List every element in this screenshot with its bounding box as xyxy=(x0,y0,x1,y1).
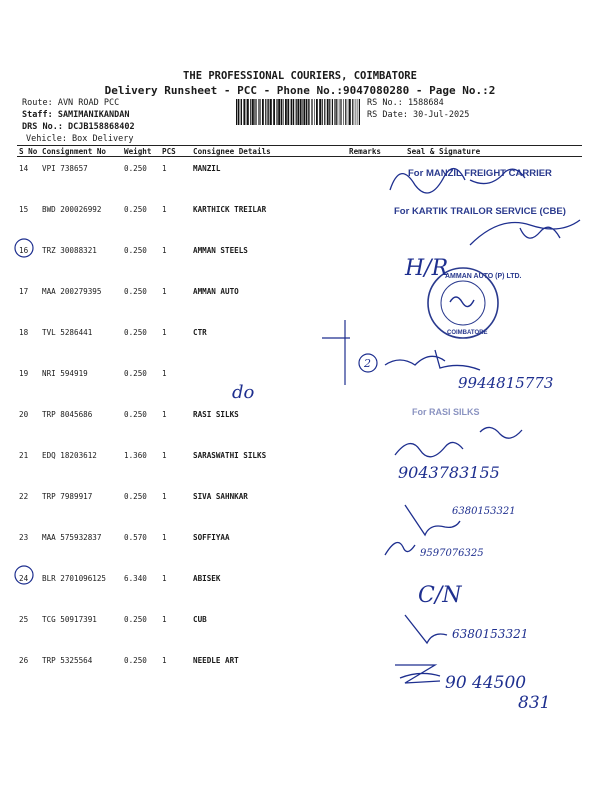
table-row xyxy=(17,362,582,403)
cell-seal xyxy=(387,198,582,239)
col-weight: Weight xyxy=(122,146,160,157)
cell-weight: 0.250 xyxy=(124,246,147,255)
cell-weight: 0.250 xyxy=(124,164,147,173)
cell-consignee: CTR xyxy=(193,328,207,337)
cell-seal xyxy=(387,526,582,567)
table-row xyxy=(17,403,582,444)
cell-sno: 26 xyxy=(19,656,29,665)
cell-pcs: 1 xyxy=(162,451,167,460)
staff-info: Staff: SAMIMANIKANDAN xyxy=(22,110,130,120)
hr-mark: H/R xyxy=(405,256,449,281)
cell-seal xyxy=(387,485,582,526)
route-info: Route: AVN ROAD PCC xyxy=(22,98,120,108)
cell-weight: 6.340 xyxy=(124,574,147,583)
cell-weight: 0.250 xyxy=(124,656,147,665)
cell-consignment: TRZ 30088321 xyxy=(42,246,97,255)
svg-text:For MANZIL FREIGHT CARRIER: For MANZIL FREIGHT CARRIER xyxy=(408,168,552,179)
cell-remarks xyxy=(347,280,387,321)
cell-sno: 19 xyxy=(19,369,29,378)
runsheet-table xyxy=(17,145,582,690)
cell-seal xyxy=(387,239,582,280)
cell-consignee: SARASWATHI SILKS xyxy=(193,451,267,460)
rs-number: RS No.: 1588684 xyxy=(367,98,444,108)
cell-remarks xyxy=(347,444,387,485)
rs-date: RS Date: 30-Jul-2025 xyxy=(367,110,470,120)
vehicle-info: Vehicle: Box Delivery xyxy=(26,134,134,144)
cell-sno: 25 xyxy=(19,615,29,624)
cell-weight: 0.570 xyxy=(124,533,147,542)
cell-weight: 0.250 xyxy=(124,205,147,214)
cell-consignment: BLR 2701096125 xyxy=(42,574,107,583)
cell-sno: 15 xyxy=(19,205,29,214)
cell-remarks xyxy=(347,567,387,608)
cell-consignee: ABISEK xyxy=(193,574,221,583)
col-seal: Seal & Signature xyxy=(387,146,582,157)
cell-consignee: KARTHICK TREILAR xyxy=(193,205,267,214)
cell-seal xyxy=(387,608,582,649)
cell-seal xyxy=(387,321,582,362)
cell-consignee xyxy=(191,362,347,403)
phone-row-23: 9597076325 xyxy=(420,548,484,559)
cell-consignee: NEEDLE ART xyxy=(193,656,239,665)
cell-remarks xyxy=(347,321,387,362)
cell-remarks xyxy=(347,608,387,649)
cell-consignee: SIVA SAHNKAR xyxy=(193,492,248,501)
cell-seal xyxy=(387,649,582,690)
cell-pcs: 1 xyxy=(162,533,167,542)
cell-pcs: 1 xyxy=(162,369,167,378)
col-pcs: PCS xyxy=(160,146,191,157)
table-row xyxy=(17,157,582,199)
cell-consignment: TRP 7989917 xyxy=(42,492,93,501)
phone-row-22: 6380153321 xyxy=(452,506,516,517)
cell-consignment: TVL 5286441 xyxy=(42,328,93,337)
cell-consignment: MAA 575932837 xyxy=(42,533,102,542)
ditto-mark: do xyxy=(232,382,255,403)
svg-text:COIMBATORE: COIMBATORE xyxy=(447,330,488,336)
cell-pcs: 1 xyxy=(162,574,167,583)
cell-pcs: 1 xyxy=(162,246,167,255)
col-consignee: Consignee Details xyxy=(191,146,347,157)
cell-seal xyxy=(387,280,582,321)
table-row xyxy=(17,198,582,239)
cell-pcs: 1 xyxy=(162,410,167,419)
cell-pcs: 1 xyxy=(162,164,167,173)
cell-sno: 20 xyxy=(19,410,29,419)
cell-remarks xyxy=(347,239,387,280)
cell-sno: 17 xyxy=(19,287,29,296)
cell-pcs: 1 xyxy=(162,492,167,501)
cell-sno: 21 xyxy=(19,451,29,460)
table-row xyxy=(17,567,582,608)
cell-consignment: VPI 738657 xyxy=(42,164,88,173)
cell-remarks xyxy=(347,485,387,526)
cell-pcs: 1 xyxy=(162,615,167,624)
cell-pcs: 1 xyxy=(162,205,167,214)
table-row xyxy=(17,649,582,690)
cell-seal xyxy=(387,362,582,403)
cell-weight: 0.250 xyxy=(124,615,147,624)
cell-weight: 1.360 xyxy=(124,451,147,460)
table-row xyxy=(17,444,582,485)
cell-sno: 23 xyxy=(19,533,29,542)
cell-consignment: MAA 200279395 xyxy=(42,287,102,296)
cell-sno: 18 xyxy=(19,328,29,337)
cell-weight: 0.250 xyxy=(124,410,147,419)
cell-consignment: TCG 50917391 xyxy=(42,615,97,624)
cell-remarks xyxy=(347,403,387,444)
col-sno: S No xyxy=(17,146,40,157)
phone-row-26a: 90 44500 xyxy=(445,673,527,693)
table-row xyxy=(17,485,582,526)
company-title: THE PROFESSIONAL COURIERS, COIMBATORE xyxy=(183,70,417,82)
cell-consignment: TRP 5325564 xyxy=(42,656,93,665)
table-row xyxy=(17,280,582,321)
cell-seal xyxy=(387,403,582,444)
col-remarks: Remarks xyxy=(347,146,387,157)
table-row xyxy=(17,608,582,649)
cell-seal xyxy=(387,157,582,199)
phone-row-21: 9043783155 xyxy=(398,463,500,482)
cell-weight: 0.250 xyxy=(124,328,147,337)
circled-two: 2 xyxy=(364,357,371,370)
cell-weight: 0.250 xyxy=(124,369,147,378)
svg-text:AMMAN AUTO (P) LTD.: AMMAN AUTO (P) LTD. xyxy=(445,273,522,280)
barcode-image xyxy=(236,99,360,125)
cell-seal xyxy=(387,567,582,608)
cell-consignee: CUB xyxy=(193,615,207,624)
cell-consignment: EDQ 18203612 xyxy=(42,451,97,460)
phone-row-25: 6380153321 xyxy=(452,627,529,641)
cell-weight: 0.250 xyxy=(124,492,147,501)
table-row xyxy=(17,239,582,280)
cell-consignment: NRI 594919 xyxy=(42,369,88,378)
svg-text:For KARTIK TRAILOR SERVICE (CB: For KARTIK TRAILOR SERVICE (CBE) xyxy=(394,206,566,217)
cell-consignment: TRP 8045686 xyxy=(42,410,93,419)
cell-weight: 0.250 xyxy=(124,287,147,296)
cell-consignee: MANZIL xyxy=(193,164,221,173)
cell-consignee: AMMAN AUTO xyxy=(193,287,239,296)
runsheet-subtitle: Delivery Runsheet - PCC - Phone No.:9047080280 - Page No.:2 xyxy=(104,84,496,97)
cell-consignee: RASI SILKS xyxy=(193,410,239,419)
cell-remarks xyxy=(347,649,387,690)
cell-pcs: 1 xyxy=(162,656,167,665)
cell-pcs: 1 xyxy=(162,328,167,337)
cell-remarks xyxy=(347,526,387,567)
col-consignment: Consignment No xyxy=(40,146,122,157)
cell-seal xyxy=(387,444,582,485)
cell-consignee: AMMAN STEELS xyxy=(193,246,248,255)
cell-sno: 22 xyxy=(19,492,29,501)
cell-consignment: BWD 200026992 xyxy=(42,205,102,214)
svg-text:For RASI SILKS: For RASI SILKS xyxy=(412,407,480,417)
cell-consignee: SOFFIYAA xyxy=(193,533,230,542)
cell-sno: 24 xyxy=(19,574,29,583)
table-row xyxy=(17,526,582,567)
cell-sno: 14 xyxy=(19,164,29,173)
phone-row-26b: 831 xyxy=(518,693,551,713)
phone-row-19: 9944815773 xyxy=(458,374,554,392)
cell-remarks xyxy=(347,198,387,239)
cell-sno: 16 xyxy=(19,246,29,255)
table-row xyxy=(17,321,582,362)
drs-number: DRS No.: DCJB158868402 xyxy=(22,122,135,132)
table-header-row xyxy=(17,146,582,157)
cn-mark: C/N xyxy=(418,583,462,608)
cell-remarks xyxy=(347,157,387,199)
cell-pcs: 1 xyxy=(162,287,167,296)
cell-remarks xyxy=(347,362,387,403)
